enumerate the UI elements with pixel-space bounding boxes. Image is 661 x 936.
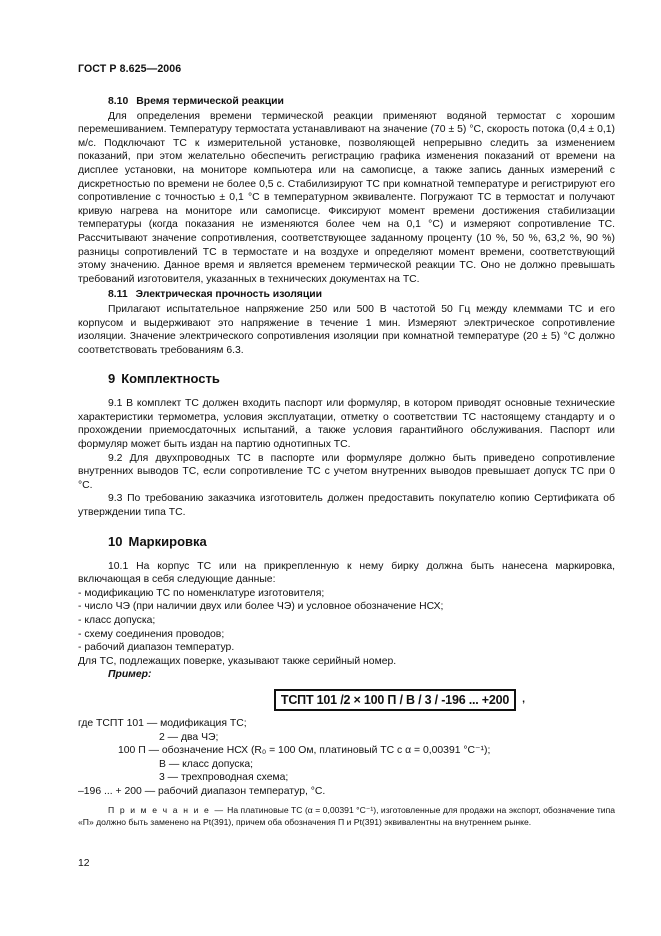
section-title: Маркировка [128,533,207,549]
legend-line: 3 — трехпроводная схема; [159,772,289,784]
paragraph-9-2: 9.2 Для двухпроводных ТС в паспорте или формуляре должно быть приведено сопротивление внутренних выводов ТС, если сопротивление ТС с учетом внутренних выводов превышает допуск ТС при 0 °С. [78,452,615,491]
subsection-number: 8.10 [108,96,129,107]
subsection-8-11-heading [108,288,615,302]
subsection-8-10-heading [108,95,615,109]
section-number: 9 [108,371,116,387]
note-label: П р и м е ч а н и е — [108,804,225,815]
legend-line: 2 — два ЧЭ; [159,731,219,743]
section-number: 10 [108,533,123,549]
marking-box: ТСПТ 101 /2 × 100 П / В / 3 / -196 ... +200 [274,689,516,711]
legend-line: В — класс допуска; [159,758,254,770]
paragraph-9-1: 9.1 В комплект ТС должен входить паспорт или формуляр, в котором приводят основные технические характеристики термометра, условия эксплуатации, отметку о соответствии ТС настоящему стандарту и о прохождении приемосдаточных испытаний, а также условия гарантийного обслуживания. Паспорт или формуляр может быть издан на партию однотипных ТС. [78,398,615,451]
legend-line: –196 ... + 200 — рабочий диапазон температур, °С. [78,785,326,797]
subsection-title: Электрическая прочность изоляции [135,289,323,301]
list-item: - рабочий диапазон температур. [78,642,235,654]
section-9-heading [108,371,615,387]
paragraph-10-1: 10.1 На корпус ТС или на прикрепленную к нему бирку должна быть нанесена маркировка, включающая в себя следующие данные: [78,560,615,586]
document-header: ГОСТ Р 8.625—2006 [78,63,182,75]
note [78,804,615,829]
subsection-8-11-text: Прилагают испытательное напряжение 250 или 500 В частотой 50 Гц между клеммами ТС и его корпусом и выдерживают это напряжение в течение 1 мин. Измеряют электрическое сопротивление изоляции. Значение электрического сопротивления изоляции при комнатной температуре (20 ± 5) °С должно соответствовать требованиям 6.3. [78,303,615,356]
example-label: Пример: [108,669,152,681]
page-content [78,95,615,829]
legend-line: 100 П — обозначение НСХ (R₀ = 100 Ом, платиновый ТС с α = 0,00391 °С⁻¹); [118,745,491,757]
marking-example [78,689,615,711]
list-item: - число ЧЭ (при наличии двух или более ЧЭ) и условное обозначение НСХ; [78,601,444,613]
section-title: Комплектность [121,371,220,387]
subsection-number: 8.11 [108,289,128,301]
list-item: - класс допуска; [78,615,156,626]
list-item: - схему соединения проводов; [78,628,225,640]
subsection-8-10-text: Для определения времени термической реакции применяют водяной термостат с хорошим перемешиванием. Температуру термостата устанавливают на значение (70 ± 5) °С, скорость потока (0,4 ± 0,1) м/с. Подключают ТС к измерительной установке, позволяющей непрерывно следить за изменением показаний, при этом желательно обеспечить регистрацию графика изменения показаний от времени на дисплее установки, на мониторе компьютера или на самописце, а также запись данных измерений с дискретностью по времени не более 0,5 с. Стабилизируют ТС при комнатной температуре и регистрируют его сопротивление с точностью ± 0,1 °С в температурном эквиваленте. Погружают ТС в термостат и получают кривую нагрева на мониторе или самописце. Фиксируют момент времени достижения стабилизации температуры (когда показания не изменяются более чем на 0,1 °С) и измеряют сопротивление ТС. Рассчитывают значение сопротивления, соответствующее заданному проценту (10 %, 50 %, 63,2 %, 90 %) разницы сопротивлений ТС в термостате и на воздухе и определяют момент времени, соответствующий этому значению. Данное время и является временем термической реакции ТС. Оно не должно превышать требований изготовителя, указанных в технических документах на ТС. [78,110,615,285]
page-number: 12 [78,858,90,869]
section-10-heading [108,534,615,550]
paragraph-9-3: 9.3 По требованию заказчика изготовитель должен предоставить покупателю копию Сертификата об утверждении типа ТС. [78,493,615,519]
legend-line: где ТСПТ 101 — модификация ТС; [78,717,247,729]
marking-comma: , [522,693,526,705]
paragraph-serial-number: Для ТС, подлежащих поверке, указывают также серийный номер. [78,655,397,667]
list-item: - модификацию ТС по номенклатуре изготовителя; [78,587,325,599]
subsection-title: Время термической реакции [136,96,284,107]
note-text: На платиновые ТС (α = 0,00391 °С⁻¹), изготовленные для продажи на экспорт, обозначение типа «П» должно быть заменено на Pt(391), причем оба обозначения П и Pt(391) эквивалентны на внутреннем рынке. [78,804,616,828]
